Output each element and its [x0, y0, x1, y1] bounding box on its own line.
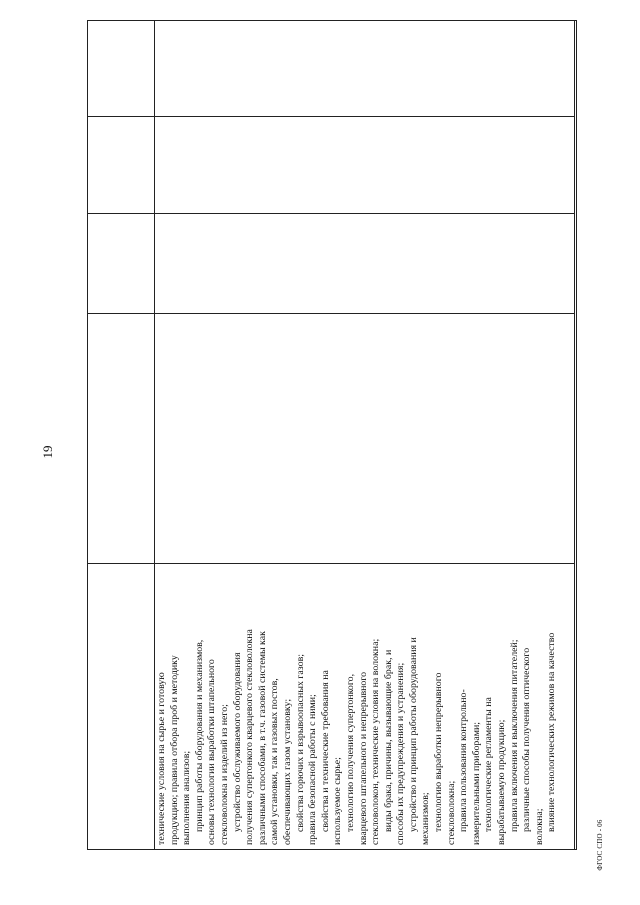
content-line: различными способами, в т.ч. газовой системы как: [256, 631, 268, 845]
content-line: технологию выработки непрерывного: [433, 672, 445, 832]
cell-blank-4: [155, 117, 574, 214]
content-line: различные способы получения оптического: [521, 647, 533, 832]
content-line: влияние технологических режимов на качество: [546, 632, 558, 832]
content-line: правила безопасной работы с ними;: [307, 694, 319, 845]
content-line: получения супертонкого кварцевого стекловолокна: [244, 629, 256, 845]
content-line: правила пользования контрольно-: [458, 689, 470, 832]
content-line: измерительными приборами;: [470, 721, 482, 845]
content-line: стекловолокна и изделий из него;: [218, 704, 230, 845]
cell-content: [155, 564, 574, 849]
cell-blank-5: [155, 20, 574, 117]
cell-empty-4: [88, 117, 154, 214]
content-line: технические условия на сырье и готовую: [156, 672, 167, 845]
content-line: правила включения и выключения питателей;: [508, 639, 520, 832]
content-line: стекловолокна;: [445, 780, 457, 845]
content-line: стекловолокон, технические условия на волокна;: [370, 638, 382, 845]
competency-table: [87, 20, 577, 850]
content-line: обеспечивающих газом установку;: [281, 698, 293, 845]
content-line: используемое сырье;: [332, 757, 344, 845]
cell-empty-2: [88, 314, 154, 564]
cell-empty-3: [88, 214, 154, 314]
cell-blank-2: [155, 314, 574, 564]
content-line: технологические регламенты на: [483, 697, 495, 832]
content-line: свойства и технические требования на: [319, 670, 331, 832]
content-line: устройство обслуживаемого оборудования: [231, 652, 243, 832]
content-line: продукцию; правила отбора проб и методику: [168, 655, 180, 845]
content-line: виды брака, причины, вызывающие брак, и: [382, 649, 394, 832]
content-line: устройство и принцип работы оборудования и: [407, 637, 419, 832]
cell-empty-1: [88, 564, 154, 849]
content-line: самой установки, так и газовых постов,: [269, 678, 281, 845]
table-inner: [87, 20, 577, 850]
content-line: основы технологии выработки штапельного: [206, 659, 218, 845]
page-number: 19: [40, 445, 55, 459]
content-line: свойства горючих и взрывоопасных газов;: [294, 654, 306, 832]
content-line: выполнения анализов;: [181, 750, 193, 845]
content-line: волокна;: [533, 808, 545, 845]
content-line: способы их предупреждения и устранения;: [395, 662, 407, 845]
content-line: вырабатываемую продукцию;: [496, 719, 508, 845]
table-row-top: [88, 21, 155, 849]
cell-blank-3: [155, 214, 574, 314]
cell-empty-5: [88, 20, 154, 117]
content-line: механизмов;: [420, 792, 432, 845]
footer-code: ФГОС СПО - 06: [596, 819, 604, 871]
knowledge-list: [155, 564, 574, 849]
content-line: технологию получения супертонкого,: [344, 673, 356, 832]
content-line: принцип работы оборудования и механизмов,: [193, 639, 205, 832]
content-line: кварцевого штапельного и непрерывного: [357, 671, 369, 845]
table-row-main: [155, 21, 575, 849]
